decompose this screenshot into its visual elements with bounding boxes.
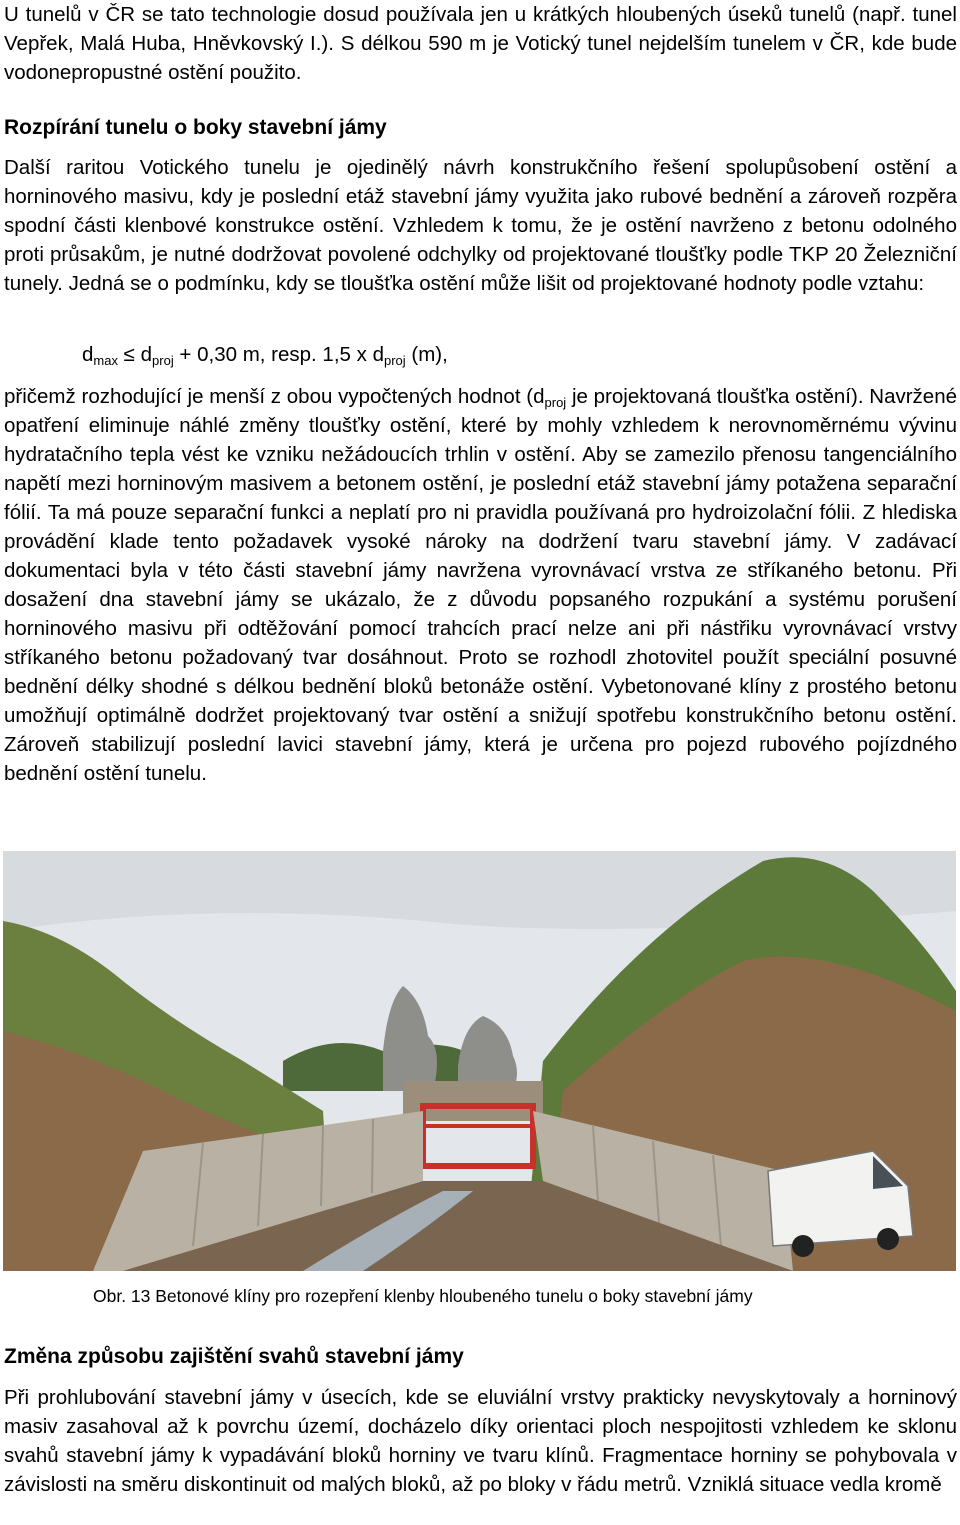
thickness-formula: $d_{max} \le d_{proj} + 0,30$ m, resp. 1,5 x $d_{proj}$ (m), [82,343,448,368]
construction-pit-photo [3,851,956,1271]
section-heading-tunnel-bracing: Rozpírání tunelu o boky stavební jámy [4,116,387,139]
section-heading-slope-support: Změna způsobu zajištění svahů stavební jámy [4,1345,464,1368]
less-or-equal-symbol: ≤ [123,343,135,366]
slope-support-paragraph: Při prohlubování stavební jámy v úsecích, kde se eluviální vrstvy prakticky nevyskytovaly a horninový masiv zasahoval až k povrchu území, docházelo díky orientaci ploch nespojitosti vzhledem ke sklonu svahů stavební jámy k vypadávání bloků horniny ve tvaru klínů. Fragmentace horniny se pohybovala v závislosti na směru diskontinuit od malých bloků, až po bloky v řádu metrů. Vzniklá situace vedla kromě [4,1386,957,1496]
lining-measures-paragraph: přičemž rozhodující je menší z obou vypočtených hodnot ($d_{proj}$ je projektovaná tloušťka ostění). Navržené opatření eliminuje náhlé změny tloušťky ostění, které by mohly vzhledem k nerovnoměrnému vývinu hydratačního tepla vést ke vzniku nežádoucích trhlin v ostění. Aby se zamezilo přenosu tangenciálního napětí mezi horninovým masivem a betonem ostění, je poslední etáž stavební jámy potažena separační fólií. Ta má pouze separační funkci a neplatí pro ni pravidla používaná pro hydroizolační fólii. Z hlediska provádění klade tento požadavek vysoké nároky na dodržení tvaru stavební jámy. V zadávací dokumentaci byla v této části stavební jámy navržena vyrovnávací vrstva ze stříkaného betonu. Při dosažení dna stavební jámy se ukázalo, že z důvodu popsaného rozpukání a systému porušení horninového masivu při odtěžování pomocí trahcích prací nelze ani při nástřiku vyrovnávací vrstvy stříkaného betonu požadovaný tvar dosáhnout. Proto se rozhodl zhotovitel použít speciální posuvné bednění délky shodné s délkou bednění bloků betonáže ostění. Vybetonované klíny z prostého betonu umožňují optimálně dodržet projektovaný tvar ostění a snižují spotřebu konstrukčního betonu ostění. Zároveň stabilizují poslední lavici stavební jámy, která je určena pro pojezd rubového pojízdného bednění ostění tunelu. [4,385,958,785]
figure-caption: Obr. 13 Betonové klíny pro rozepření klenby hloubeného tunelu o boky stavební jámy [93,1286,753,1306]
intro-paragraph: U tunelů v ČR se tato technologie dosud používala jen u krátkých hloubených úseků tunelů (např. tunel Vepřek, Malá Huba, Hněvkovský I.). S délkou 590 m je Votický tunel nejdelším tunelem v ČR, kde bude vodonepropustné ostění použito. [4,3,957,84]
tunnel-bracing-paragraph: Další raritou Votického tunelu je ojedinělý návrh konstrukčního řešení spolupůsobení ostění a horninového masivu, kdy je poslední etáž stavební jámy využita jako rubové bednění a zároveň rozpěra spodní části klenbové konstrukce ostění. Vzhledem k tomu, že je ostění navrženo z betonu odolného proti průsakům, je nutné dodržovat povolené odchylky od projektované tloušťky podle TKP 20 Železniční tunely. Jedná se o podmínku, kdy se tloušťka ostění může lišit od projektované hodnoty podle vztahu: [4,156,957,295]
